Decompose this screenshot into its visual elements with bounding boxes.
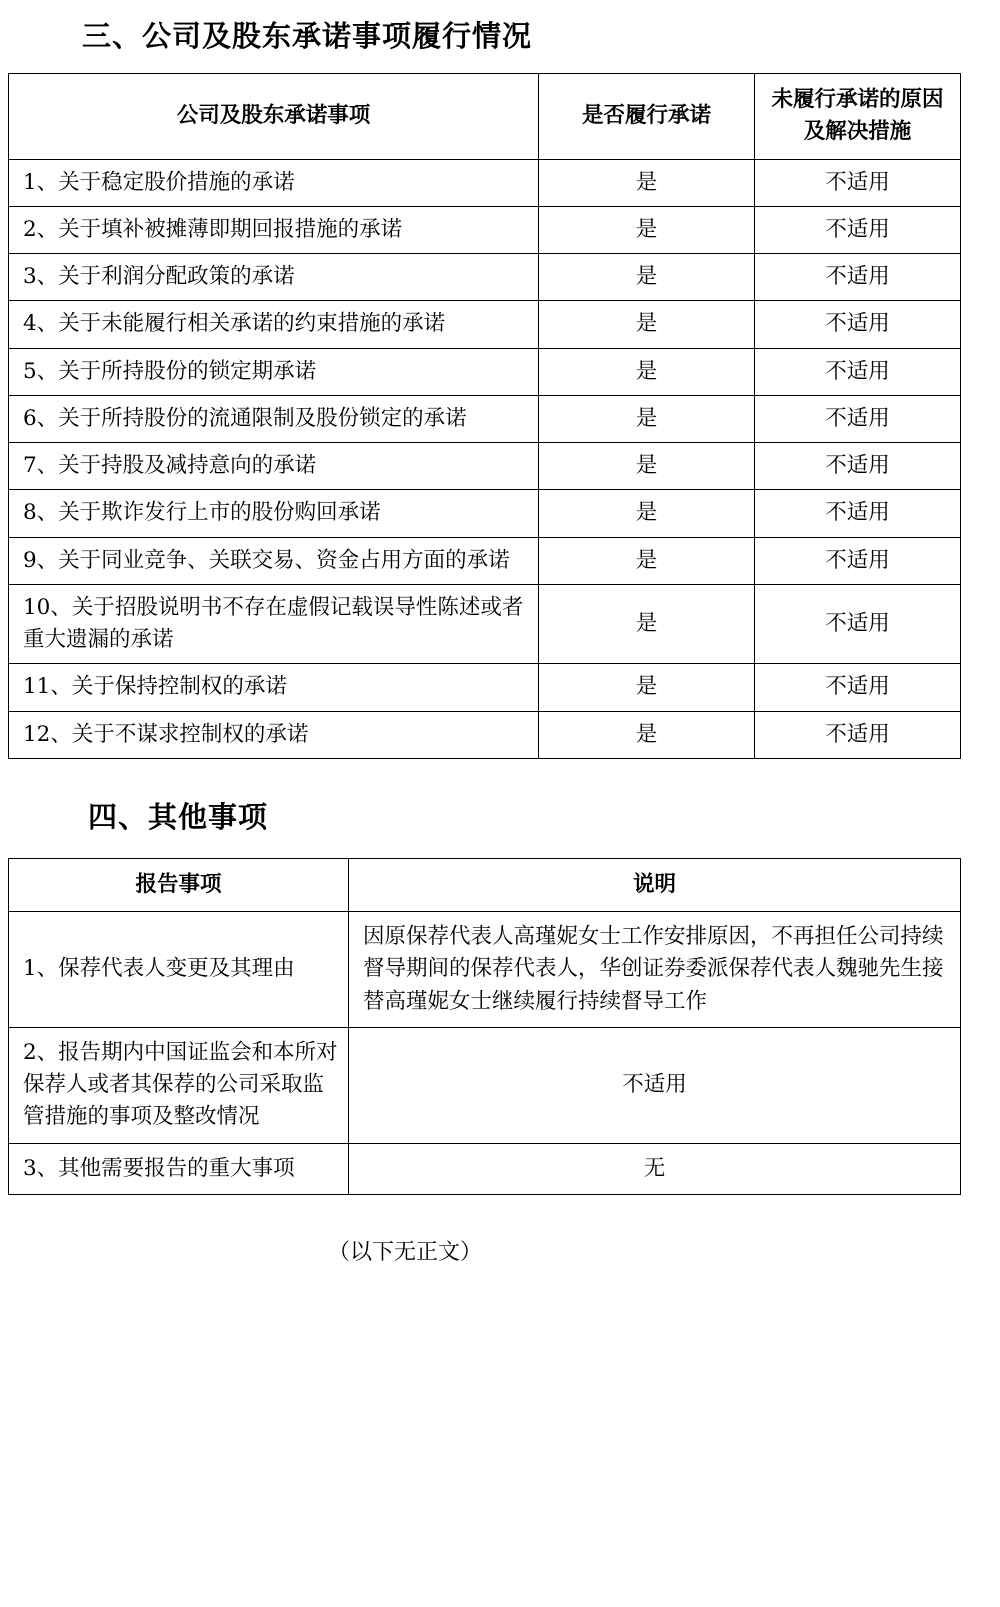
commitment-table (8, 73, 961, 759)
commitment-item: 2、关于填补被摊薄即期回报措施的承诺 (9, 206, 539, 253)
commitment-fulfilled: 是 (539, 348, 755, 395)
commitment-reason: 不适用 (755, 664, 961, 711)
other-item: 3、其他需要报告的重大事项 (9, 1143, 349, 1194)
table-row (9, 912, 961, 1028)
other-description: 不适用 (349, 1027, 961, 1143)
other-description: 无 (349, 1143, 961, 1194)
commitment-item: 8、关于欺诈发行上市的股份购回承诺 (9, 490, 539, 537)
commitment-reason: 不适用 (755, 490, 961, 537)
commitment-fulfilled: 是 (539, 711, 755, 758)
table-header-row (9, 74, 961, 160)
commitment-item: 7、关于持股及减持意向的承诺 (9, 443, 539, 490)
col-header-report-item: 报告事项 (9, 858, 349, 911)
table-row (9, 159, 961, 206)
table-row (9, 584, 961, 664)
commitment-fulfilled: 是 (539, 301, 755, 348)
commitment-item: 3、关于利润分配政策的承诺 (9, 254, 539, 301)
commitment-fulfilled: 是 (539, 206, 755, 253)
other-matters-table (8, 858, 961, 1195)
commitment-reason: 不适用 (755, 348, 961, 395)
table-row (9, 1027, 961, 1143)
commitment-item: 9、关于同业竞争、关联交易、资金占用方面的承诺 (9, 537, 539, 584)
commitment-item: 5、关于所持股份的锁定期承诺 (9, 348, 539, 395)
table-row (9, 490, 961, 537)
commitment-item: 6、关于所持股份的流通限制及股份锁定的承诺 (9, 395, 539, 442)
table-row (9, 537, 961, 584)
commitment-reason: 不适用 (755, 537, 961, 584)
table-row (9, 206, 961, 253)
commitment-fulfilled: 是 (539, 664, 755, 711)
other-description: 因原保荐代表人高瑾妮女士工作安排原因，不再担任公司持续督导期间的保荐代表人，华创证券委派保荐代表人魏驰先生接替高瑾妮女士继续履行持续督导工作 (349, 912, 961, 1028)
table-row (9, 395, 961, 442)
table-header-row (9, 858, 961, 911)
col-header-description: 说明 (349, 858, 961, 911)
commitment-item: 10、关于招股说明书不存在虚假记载误导性陈述或者重大遗漏的承诺 (9, 584, 539, 664)
commitment-reason: 不适用 (755, 301, 961, 348)
table-row (9, 711, 961, 758)
commitment-fulfilled: 是 (539, 490, 755, 537)
other-item: 2、报告期内中国证监会和本所对保荐人或者其保荐的公司采取监管措施的事项及整改情况 (9, 1027, 349, 1143)
col-header-reason: 未履行承诺的原因及解决措施 (755, 74, 961, 160)
commitment-reason: 不适用 (755, 254, 961, 301)
table-row (9, 254, 961, 301)
commitment-fulfilled: 是 (539, 443, 755, 490)
commitment-reason: 不适用 (755, 159, 961, 206)
commitment-item: 1、关于稳定股价措施的承诺 (9, 159, 539, 206)
commitment-fulfilled: 是 (539, 537, 755, 584)
other-item: 1、保荐代表人变更及其理由 (9, 912, 349, 1028)
table-row (9, 664, 961, 711)
commitment-reason: 不适用 (755, 584, 961, 664)
footer-note: （以下无正文） (327, 1239, 482, 1265)
commitment-fulfilled: 是 (539, 584, 755, 664)
table-row (9, 348, 961, 395)
commitment-item: 12、关于不谋求控制权的承诺 (9, 711, 539, 758)
commitment-fulfilled: 是 (539, 395, 755, 442)
table-row (9, 1143, 961, 1194)
page-title-section-four: 四、其他事项 (88, 799, 269, 834)
commitment-item: 11、关于保持控制权的承诺 (9, 664, 539, 711)
commitment-reason: 不适用 (755, 395, 961, 442)
table-row (9, 301, 961, 348)
commitment-reason: 不适用 (755, 443, 961, 490)
commitment-fulfilled: 是 (539, 159, 755, 206)
col-header-item: 公司及股东承诺事项 (9, 74, 539, 160)
commitment-item: 4、关于未能履行相关承诺的约束措施的承诺 (9, 301, 539, 348)
page-title-section-three: 三、公司及股东承诺事项履行情况 (82, 19, 533, 53)
table-row (9, 443, 961, 490)
commitment-fulfilled: 是 (539, 254, 755, 301)
commitment-reason: 不适用 (755, 711, 961, 758)
commitment-reason: 不适用 (755, 206, 961, 253)
col-header-fulfilled: 是否履行承诺 (539, 74, 755, 160)
